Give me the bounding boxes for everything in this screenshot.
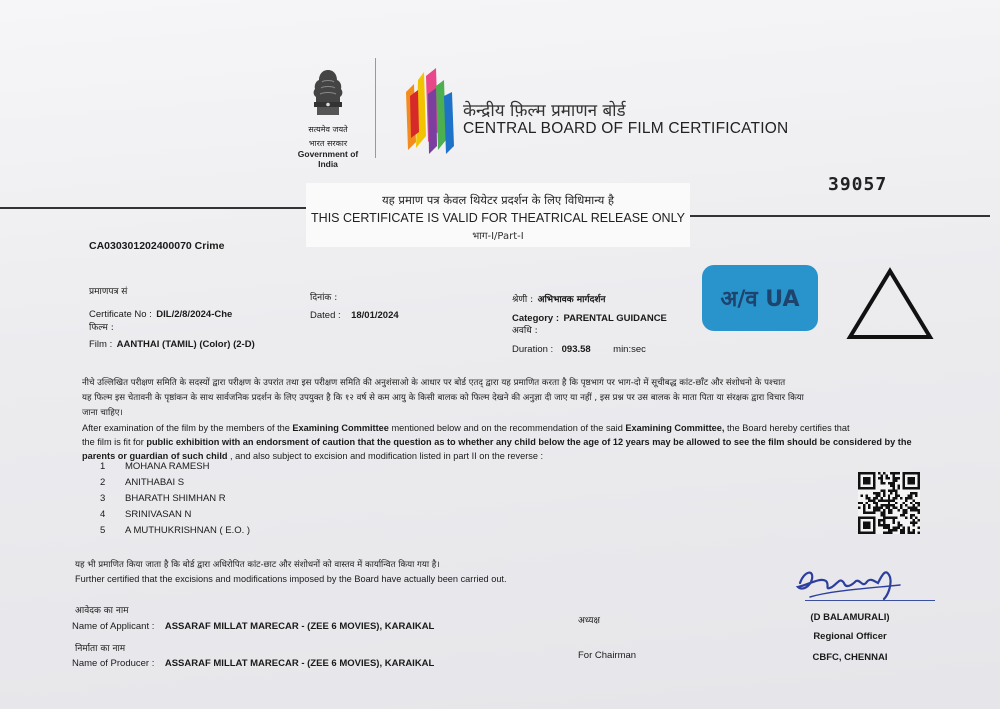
producer-label: Name of Producer : — [72, 658, 155, 669]
english-text-6: the film is fit for — [82, 437, 147, 447]
signatory-office: CBFC, CHENNAI — [812, 652, 888, 663]
applicant-value: ASSARAF MILLAT MARECAR - (ZEE 6 MOVIES), KARAIKAL — [164, 621, 435, 632]
validity-banner — [306, 183, 690, 247]
cbfc-logo — [400, 66, 458, 161]
member-name: SRINIVASAN N — [125, 509, 192, 520]
member-name: ANITHABAI S — [125, 477, 185, 488]
english-text-3: mentioned below and on the recommendation of the said — [388, 423, 626, 433]
date-label-hindi: दिनांक : — [310, 293, 338, 303]
film-label-hindi: फिल्म : — [89, 323, 114, 333]
hindi-paragraph-line-3: जाना चाहिए। — [82, 408, 123, 418]
film-label: Film : — [89, 339, 113, 350]
film-value: AANTHAI (TAMIL) (Color) (2-D) — [116, 339, 255, 350]
triangle-icon — [846, 266, 934, 347]
national-emblem — [288, 68, 368, 169]
organization-name-english: CENTRAL BOARD OF FILM CERTIFICATION — [463, 120, 789, 137]
lion-capital-icon — [308, 68, 348, 120]
english-text-4: Examining Committee, — [625, 423, 725, 433]
date-row — [310, 305, 399, 323]
category-value: PARENTAL GUIDANCE — [563, 313, 667, 324]
member-name: BHARATH SHIMHAN R — [125, 493, 226, 504]
duration-label-hindi: अवधि : — [512, 326, 538, 336]
list-item — [100, 509, 250, 525]
list-item — [100, 525, 250, 541]
english-paragraph — [82, 421, 912, 463]
date-label: Dated : — [310, 310, 341, 321]
english-text-8: , and also subject to excision and modification listed in part II on the reverse : — [227, 451, 544, 461]
english-text-1: After examination of the film by the members of the — [82, 423, 293, 433]
qr-code-icon — [858, 472, 920, 534]
english-text-7: public exhibition with an endorsment of caution that the question as to whether any child below the age of 12 years may be allowed to see the film should be considered by the parents or guardian of such child — [82, 437, 912, 461]
rating-badge: अ/व UA — [702, 265, 818, 331]
signature — [790, 555, 930, 610]
duration-row — [512, 339, 646, 357]
organization-name-hindi: केन्द्रीय फ़िल्म प्रमाणन बोर्ड — [463, 101, 626, 121]
category-hindi-row — [512, 289, 605, 307]
producer-row — [72, 653, 434, 671]
date-value: 18/01/2024 — [351, 310, 399, 321]
producer-value: ASSARAF MILLAT MARECAR - (ZEE 6 MOVIES), KARAIKAL — [164, 658, 435, 669]
member-number: 2 — [100, 477, 106, 488]
duration-unit: min:sec — [613, 344, 646, 355]
part-label: भाग-I/Part-I — [472, 231, 524, 242]
certificate-no-label-hindi: प्रमाणपत्र सं — [89, 287, 128, 297]
hindi-paragraph-line-1: नीचे उल्लिखित परीक्षण समिति के सदस्यों द्वारा परीक्षण के उपरांत तथा इस परीक्षण समिति की अनुशंसाओ के आधार पर बोर्ड एतद् द्वारा यह प्रमाणित करता है कि पृष्ठभाग पर भाग-दो में सूचीबद्ध कांट-छाँट और संशोधनो के पश्चात — [82, 378, 786, 388]
english-text-5: the Board hereby certifies that — [724, 423, 850, 433]
list-item — [100, 477, 250, 493]
further-english: Further certified that the excisions and modifications imposed by the Board have actually been carried out. — [75, 574, 507, 584]
member-number: 3 — [100, 493, 106, 504]
validity-hindi: यह प्रमाण पत्र केवल थियेटर प्रदर्शन के लिए विधिमान्य है — [381, 193, 615, 207]
member-number: 5 — [100, 525, 106, 536]
applicant-row — [72, 616, 434, 634]
producer-label-hindi: निर्माता का नाम — [75, 644, 126, 654]
committee-list — [100, 461, 250, 541]
banner-rule-left — [0, 207, 306, 209]
member-name: MOHANA RAMESH — [125, 461, 210, 472]
validity-english: THIS CERTIFICATE IS VALID FOR THEATRICAL RELEASE ONLY — [311, 211, 685, 225]
list-item — [100, 493, 250, 509]
member-number: 4 — [100, 509, 106, 520]
case-id: CA030301202400070 Crime — [89, 240, 225, 252]
film-row — [89, 334, 255, 352]
signatory-title: Regional Officer — [813, 631, 887, 642]
applicant-label-hindi: आवेदक का नाम — [75, 606, 129, 616]
applicant-label: Name of Applicant : — [72, 621, 155, 632]
government-hindi: भारत सरकार — [308, 139, 348, 148]
member-name: A MUTHUKRISHNAN ( E.O. ) — [125, 525, 251, 536]
emblem-motto: सत्यमेव जयते — [308, 125, 348, 134]
list-item — [100, 461, 250, 477]
duration-value: 093.58 — [561, 344, 591, 355]
cbfc-film-strip-icon — [400, 66, 458, 156]
banner-rule-right — [690, 215, 990, 217]
hindi-paragraph-line-2: यह फिल्म इस चेतावनी के पृष्ठांकन के साथ सार्वजनिक प्रदर्शन के लिए उपयुक्त है कि १२ वर्ष से कम आयु के किसी बालक को फिल्म देखने की अनुज्ञा दी जाए या नहीं , इस प्रश्न पर उस बालक के माता पिता या संरक्षक द्वारा विचार किया — [82, 393, 804, 403]
category-label: Category : — [512, 313, 559, 324]
header-divider — [375, 58, 376, 158]
signature-line — [805, 600, 935, 601]
government-english: Government of India — [297, 149, 359, 169]
signatory-name: (D BALAMURALI) — [810, 612, 890, 623]
certificate-no-label: Certificate No : — [89, 309, 152, 320]
duration-label: Duration : — [512, 344, 554, 355]
category-value-hindi: अभिभावक मार्गदर्शन — [537, 295, 606, 305]
member-number: 1 — [100, 461, 106, 472]
certificate-no-value: DIL/2/8/2024-Che — [156, 309, 233, 320]
chairman-hindi: अध्यक्ष — [578, 616, 600, 626]
serial-number: 39057 — [828, 174, 888, 195]
further-hindi: यह भी प्रमाणित किया जाता है कि बोर्ड द्वारा अधिरोपित कांट-छाट और संशोधनों को वास्तव में कार्यान्वित किया गया है। — [75, 560, 440, 570]
qr-code — [858, 472, 920, 539]
hindi-paragraph — [82, 376, 912, 421]
english-text-2: Examining Committee — [292, 423, 389, 433]
category-label-hindi: श्रेणी : — [512, 295, 534, 305]
for-chairman: For Chairman — [578, 650, 637, 661]
